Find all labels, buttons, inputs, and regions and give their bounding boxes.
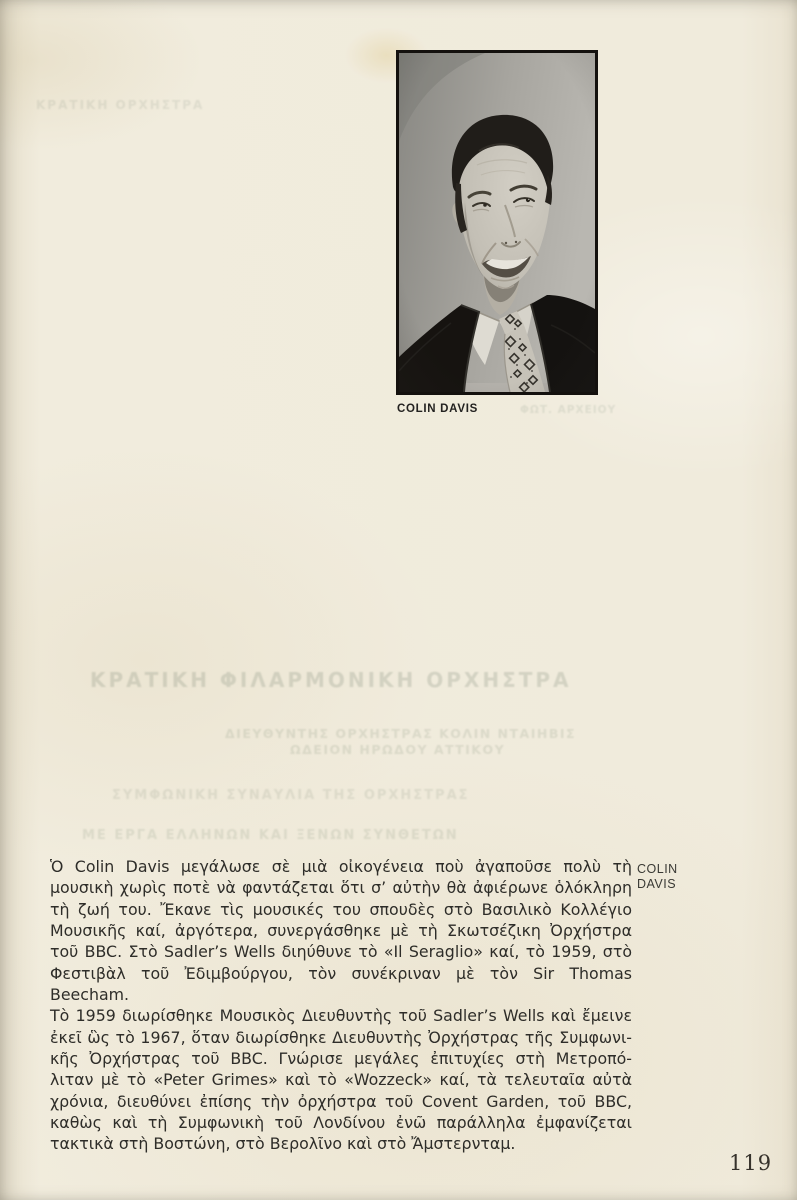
photo-caption: COLIN DAVIS [397, 403, 478, 415]
paragraph-line: μουσικὴ χωρὶς ποτὲ νὰ φαντάζεται ὅτι σ’ αὐτὴν θὰ ἀφιέρωνε ὁλόκληρη [50, 878, 632, 898]
paragraph-line: λιταν μὲ τὸ «Peter Grimes» καὶ τὸ «Wozzeck» καί, τὰ τελευταῖα αὐτὰ [50, 1070, 632, 1090]
ghost-showthrough-line: ΩΔΕΙΟΝ ΗΡΩΔΟΥ ΑΤΤΙΚΟΥ [290, 742, 506, 757]
margin-note-line2: DAVIS [637, 877, 677, 891]
ghost-showthrough-line: ΣΥΜΦΩΝΙΚΗ ΣΥΝΑΥΛΙΑ ΤΗΣ ΟΡΧΗΣΤΡΑΣ [112, 788, 470, 803]
margin-note-line1: COLIN [637, 862, 678, 876]
paragraph-line: καθὼς καὶ τὴ Συμφωνικὴ τοῦ Λονδίνου ἐνῶ παράλληλα ἐμφανίζεται [50, 1113, 632, 1133]
portrait-illustration [399, 53, 595, 392]
paragraph-line: Τὸ 1959 διωρίσθηκε Μουσικὸς Διευθυντὴς τοῦ Sadler’s Wells καὶ ἔμεινε [50, 1006, 632, 1026]
paragraph-line: Φεστιβὰλ τοῦ Ἐδιμβούργου, τὸν συνέκριναν μὲ τὸν Sir Thomas Beecham. [50, 963, 632, 1005]
paragraph-line: χρόνια, διευθύνει ἐπίσης τὴν ὀρχήστρα τοῦ Covent Garden, τοῦ BBC, [50, 1091, 632, 1111]
paragraph-line: κῆς Ὀρχήστρας τοῦ BBC. Γνώρισε μεγάλες ἐπιτυχίες στὴ Μετροπό- [50, 1049, 632, 1069]
ghost-showthrough-title: ΚΡΑΤΙΚΗ ΦΙΛΑΡΜΟΝΙΚΗ ΟΡΧΗΣΤΡΑ [90, 668, 572, 692]
paragraph-line: ἐκεῖ ὣς τὸ 1967, ὅταν διωρίσθηκε Διευθυντὴς Ὀρχήστρας τῆς Συμφωνι- [50, 1027, 632, 1047]
biography-paragraph [50, 856, 632, 1155]
paragraph-line: Ὁ Colin Davis μεγάλωσε σὲ μιὰ οἰκογένεια ποὺ ἀγαποῦσε πολὺ τὴ [50, 857, 632, 876]
margin-note [637, 862, 678, 892]
ghost-showthrough-line: ΔΙΕΥΘΥΝΤΗΣ ΟΡΧΗΣΤΡΑΣ ΚΟΛΙΝ ΝΤΑΙΗΒΙΣ [225, 726, 577, 741]
paragraph-line: τὴ ζωή του. Ἔκανε τὶς μουσικές του σπουδὲς στὸ Βασιλικὸ Κολλέγιο [50, 899, 632, 919]
paragraph-line: Μουσικῆς καί, ἀργότερα, συνεργάσθηκε μὲ τὴ Σκωτσέζικη Ὀρχήστρα [50, 921, 632, 941]
ghost-showthrough-line: ΚΡΑΤΙΚΗ ΟΡΧΗΣΤΡΑ [36, 98, 205, 112]
ghost-showthrough-line: ΦΩΤ. ΑΡΧΕΙΟΥ [520, 404, 617, 416]
colin-davis-photo [396, 50, 598, 395]
page-number: 119 [729, 1151, 773, 1175]
paragraph-line: τοῦ BBC. Στὸ Sadler’s Wells διηύθυνε τὸ «Il Seraglio» καί, τὸ 1959, στὸ [50, 942, 632, 962]
ghost-showthrough-line: ΜΕ ΕΡΓΑ ΕΛΛΗΝΩΝ ΚΑΙ ΞΕΝΩΝ ΣΥΝΘΕΤΩΝ [82, 828, 459, 843]
paragraph-line: τακτικὰ στὴ Βοστώνη, στὸ Βερολῖνο καὶ στὸ Ἄμστερνταμ. [50, 1134, 516, 1154]
